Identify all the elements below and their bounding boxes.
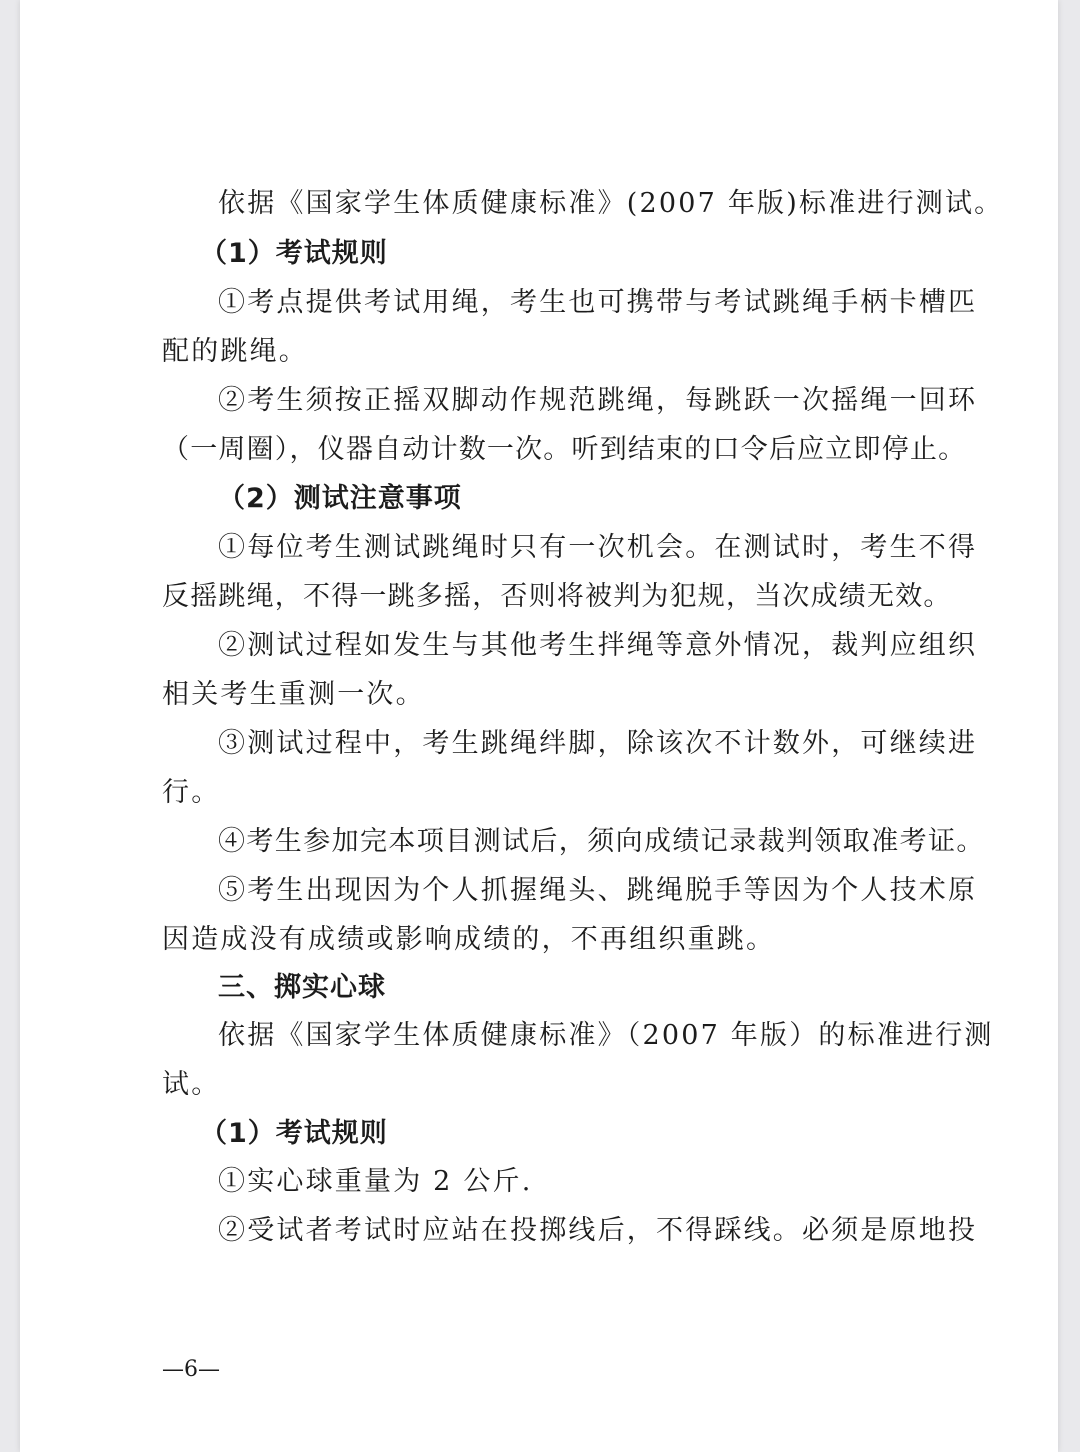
document-page	[20, 0, 1058, 1452]
ball-rule-2: ②受试者考试时应站在投掷线后，不得踩线。必须是原地投	[218, 1215, 978, 1246]
rope-rule-1-line-1: ①考点提供考试用绳，考生也可携带与考试跳绳手柄卡槽匹	[218, 287, 978, 318]
rope-note-5-line-2: 因造成没有成绩或影响成绩的，不再组织重跳。	[162, 924, 776, 955]
rope-note-4-line-1: ④考生参加完本项目测试后，须向成绩记录裁判领取准考证。	[218, 826, 985, 857]
rope-notes-heading: （2）测试注意事项	[218, 483, 462, 514]
rope-rule-1-line-2: 配的跳绳。	[162, 336, 308, 367]
ball-rule-1: ①实心球重量为 2 公斤.	[218, 1166, 533, 1197]
rope-rule-2-line-2: （一周圈），仪器自动计数一次。听到结束的口令后应立即停止。	[162, 434, 967, 465]
section-3-heading: 三、掷实心球	[218, 972, 386, 1003]
rope-note-3-line-1: ③测试过程中，考生跳绳绊脚，除该次不计数外，可继续进	[218, 728, 978, 759]
rope-note-1-line-1: ①每位考生测试跳绳时只有一次机会。在测试时，考生不得	[218, 532, 978, 563]
rope-rule-2-line-1: ②考生须按正摇双脚动作规范跳绳，每跳跃一次摇绳一回环	[218, 385, 978, 416]
section-3-intro-line-1: 依据《国家学生体质健康标准》（2007 年版）的标准进行测	[218, 1020, 994, 1051]
rope-note-3-line-2: 行。	[162, 777, 221, 808]
rope-rules-heading: （1）考试规则	[200, 238, 388, 269]
page-number: —6—	[162, 1357, 220, 1382]
rope-note-5-line-1: ⑤考生出现因为个人抓握绳头、跳绳脱手等因为个人技术原	[218, 875, 978, 906]
rope-note-1-line-2: 反摇跳绳，不得一跳多摇，否则将被判为犯规，当次成绩无效。	[162, 581, 952, 612]
intro-paragraph: 依据《国家学生体质健康标准》(2007 年版)标准进行测试。	[218, 188, 1004, 219]
rope-note-2-line-2: 相关考生重测一次。	[162, 679, 425, 710]
rope-note-2-line-1: ②测试过程如发生与其他考生拌绳等意外情况，裁判应组织	[218, 630, 978, 661]
section-3-rules-heading: （1）考试规则	[200, 1118, 388, 1149]
section-3-intro-line-2: 试。	[162, 1069, 221, 1100]
